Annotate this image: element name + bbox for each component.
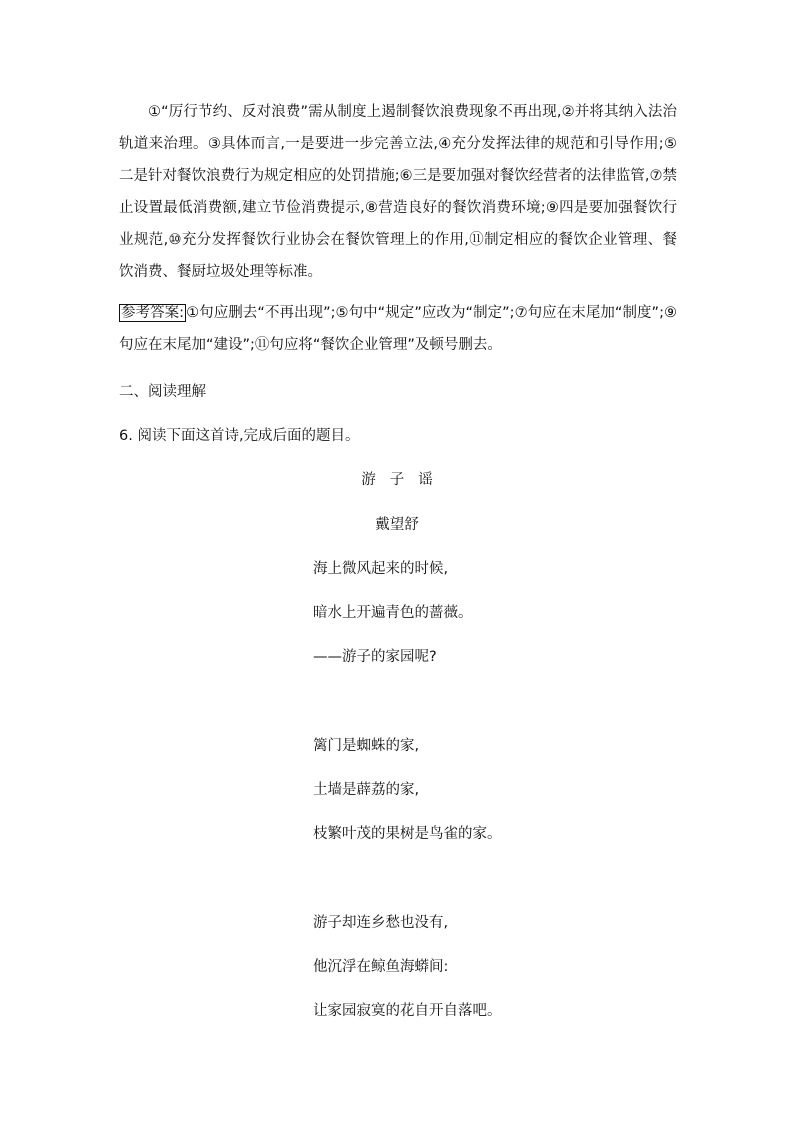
poem-line: 篱门是蜘蛛的家, [313,738,420,754]
question-prompt: 6. 阅读下面这首诗,完成后面的题目。 [119,428,360,444]
poem-line: 暗水上开遍青色的蔷薇。 [313,605,473,621]
poem-author: 戴望舒 [375,517,419,533]
passage-paragraph: ①“厉行节约、反对浪费”需从制度上遏制餐饮浪费现象不再出现,②并将其纳入法治轨道来治理。③具体而言,一是要进一步完善立法,④充分发挥法律的规范和引导作用;⑤二是针对餐饮浪费行为规定相应的处罚措施;⑥三是要加强对餐饮经营者的法律监管,⑦禁止设置最低消费额,建立节俭消费提示,⑧营造良好的餐饮消费环境;⑨四是要加强餐饮行业规范,⑩充分发挥餐饮行业协会在餐饮管理上的作用,⑪制定相应的餐饮企业管理、餐饮消费、餐厨垃圾处理等标准。 [119,104,677,280]
poem-line: 枝繁叶茂的果树是鸟雀的家。 [313,826,502,842]
section-heading: 二、阅读理解 [119,384,206,400]
answer-paragraph [119,297,677,361]
poem-line: 让家园寂寞的花自开自落吧。 [313,1003,502,1019]
poem-line: ——游子的家园呢? [313,649,437,665]
poem-title: 游子谣 [361,472,447,488]
poem-line: 他沉浮在鲸鱼海蟒间: [313,959,449,975]
poem-line: 土墙是薜荔的家, [313,782,420,798]
answer-text: ①句应删去“不再出现”;⑤句中“规定”应改为“制定”;⑦句应在末尾加“制度”;⑨句应在末尾加“建设”;⑪句应将“餐饮企业管理”及顿号删去。 [119,305,678,353]
answer-label: 参考答案: [121,305,185,321]
poem-line: 游子却连乡愁也没有, [313,915,449,931]
poem-line: 海上微风起来的时候, [313,561,449,577]
